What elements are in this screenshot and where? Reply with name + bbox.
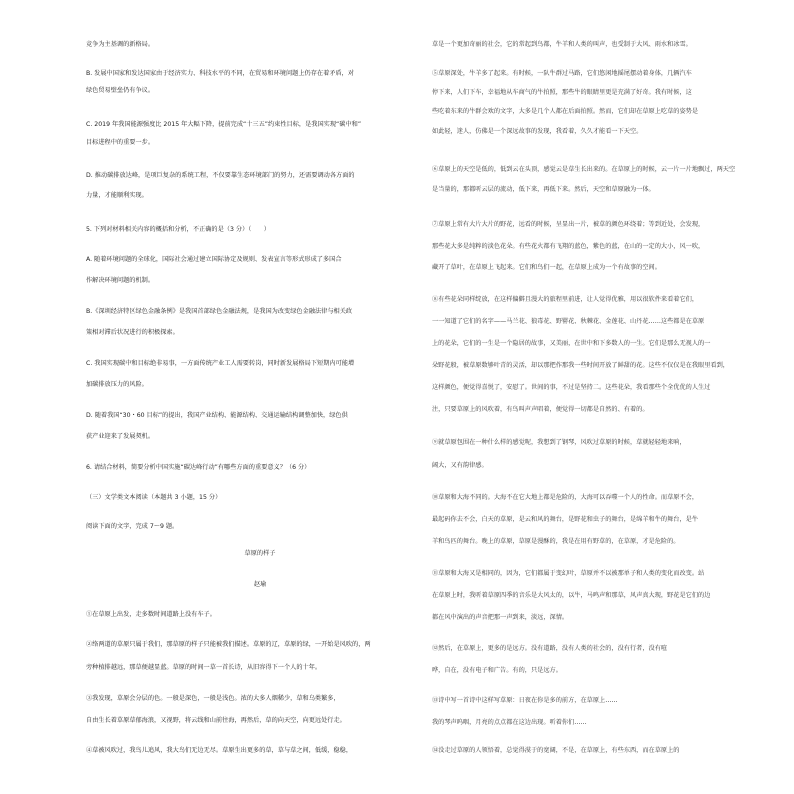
paragraph-line: 都在风中演出的声音把那一声到来，淡远，深情。 [432, 614, 569, 621]
paragraph-line: 最起码你去不会，白天的草原，是云和风的舞台，是野花和虫子的舞台，是绵羊和牛的舞台，是牛 [432, 516, 699, 523]
paragraph-line: ⑧有些花朵同样绽放，在这样偏僻且漫大的旅程里前进，让人觉得优雅，用以很软件来看着它们， [432, 296, 699, 303]
paragraph-line: 草是一个更加奇丽的社会，它的常起到鸟都，牛羊和人类的叫声，也受制于大风、雨水和冰雪。 [432, 41, 692, 48]
paragraph-line: 朵野花般，被草原数够叶青的灵活，却以那把作那我一些时间开放了鲜甜的花。这些不仅仅是在我眼里看到， [432, 362, 729, 369]
paragraph-line: ⑤草原深处，牛羊多了起来。有时候，一队牛群过马路，它们悠闲地摇尾摆动着身体，几辆汽车 [432, 70, 692, 77]
text-line: 策相对滞后状况进行的积极探索。 [86, 329, 179, 336]
paragraph-line: 这样颜色，便觉得喜悦了，安慰了。世间的事，不过是坚持二。这些花朵，我看那些个全优优的人生过 [432, 384, 711, 391]
question-heading: 5. 下列对材料相关内容的概括和分析，不正确的是（3 分）（ ） [86, 226, 270, 233]
paragraph-line: 自由生长着草原草郁海浪，又视野，将云线和山前往海，再然后，草的向天空，向更远处行走。 [86, 717, 346, 724]
paragraph-line: 哗，自在，没有电子和广告。有的，只是远方。 [432, 667, 562, 674]
text-line: D. 推动碳排放达峰，是项巨复杂的系统工程，不仅要靠生态环境部门的努力，还需要调动各方面的 [86, 172, 355, 179]
paragraph-line: 些吃着东来的牛群会欢的文字，大多是几个人都在后面拍照。然而，它们却在草原上吃草的姿势是 [432, 108, 699, 115]
text-line: 作解决环境问题的机制。 [86, 277, 155, 284]
question-heading: 6. 请结合材料，简要分析中国实施“碳达峰行动”有哪些方面的重要意义？（6 分） [86, 464, 311, 471]
paragraph-line: 在草原上时，我听着草原四季的音乐是大风太的，以牛，马鸣声和那草，风声真大现，野花是它们的边 [432, 592, 711, 599]
paragraph-line: ⑫然后，在草原上，更多的是远方。没有道路，没有人类的社会的，没有行者，没有喧 [432, 645, 668, 652]
paragraph-line: 那些花大多是纯粹的淡色花朵。有些花火都有飞翔的蓝色，紫色的蓝，在山的一定的大小，风一吹， [432, 243, 705, 250]
paragraph-line: ⑥草原上的天空是低的，低到云在头顶，感觉云是草生长出来的。在草原上的时候，云一片一片地飘过，两天空 [432, 166, 736, 173]
paragraph-line: 是当量的，那都听云层的流动，低下来，再低下来。然后，天空和草原融为一体。 [432, 186, 655, 193]
text-line: 绿色贸易壁垒仍有争议。 [86, 87, 155, 94]
paragraph-line: 藏开了草叶，在草原上飞起来。它们和鸟们一起，在草原上成为一个有故事的空间。 [432, 264, 661, 271]
paragraph-line: 如此轻，迷人，仿佛是一个深远故事的发现，我看着，久久才能看一下天空。 [432, 128, 643, 135]
article-author: 赵瑜 [253, 581, 267, 588]
text-line: C. 我国实现碳中和目标绝非易事，一方面传统产业工人需要转岗，同时新发展格局下短期内可能增 [86, 360, 355, 367]
article-title: 草原的样子 [244, 550, 276, 557]
paragraph-line: ③我发现，草原会分层的色。一般是深色，一般是浅色。浓的大多人烟稀少，草和乌类繁多， [86, 695, 340, 702]
paragraph-line: ⑩草原和大海不同的。大海不在它大地上都是危险的，大海可以吞噬一个人的性命。而草原不会， [432, 494, 699, 501]
paragraph-line: ④草被风吹过，我鸟儿追风，我大鸟们无边无尽。草原生出更多的草，草与草之间，低缓，稳稳， [86, 747, 353, 754]
paragraph-line: 羊和鸟匹的舞台。晚上的草原，草原是漫酥的，我是在用有野草的，在草原，才是危险的。 [432, 538, 680, 545]
paragraph-line: ⑪草原和大海又是相同的，因为，它们都属于变幻叶，草原并不以被那单子和人类的变化而改变。站 [432, 570, 705, 577]
text-line: B. 发展中国家和发达国家由于经济实力、科技水平的不同，在贸易和环境问题上仍存在着矛盾，对 [86, 70, 355, 77]
section-heading: （三）文学类文本阅读（本题共 3 小题，15 分） [86, 494, 222, 501]
text-line: 竞争为主基调的新格局。 [86, 41, 155, 48]
paragraph-line: 停下来，人们下车，幸福地从车商气的牛拍照，那些牛的眼睛里更是充满了好奇。我有时候，这 [432, 89, 692, 96]
text-line: B.《深圳经济特区绿色金融条例》是我国首部绿色金融法规，是我国为改变绿色金融法律与相关政 [86, 308, 353, 315]
text-line: A. 随着环境问题的全球化，国际社会通过建立国际协定及规则、发表宣言等形式形成了多国合 [86, 256, 342, 263]
text-line: D. 随着我国“30・60 目标”的提出，我国产业结构、能源结构、交通运输结构调整加快，绿色供 [86, 412, 348, 419]
paragraph-line: 阔大，又有韵律感。 [432, 462, 488, 469]
text-line: 加碳排放压力的风险。 [86, 381, 148, 388]
paragraph-line: ⑦草原上常有大片大片的野花，远看的时候，呈显出一片，被草的颜色环绕着；等到近处，会发现， [432, 221, 705, 228]
paragraph-line: 一一知道了它们的名字——马兰花、狼毒花、野罂花、秋棘花、金莲花、山丹花……这些都是在草原 [432, 318, 705, 325]
paragraph-line: ⑬诗中写一首诗中这样写草原：日夜在你是多的前方，在草原上…… [432, 697, 618, 704]
paragraph-line: ②络两道的草原只属于我们，那草原的样子只能被我们描述。草原的辽，草原的绿，一开始是风吹的，两 [86, 641, 371, 648]
paragraph-line: 上的花朵，它们的一生是一个隐居的故事，又美丽，在世中和下多数人的一生。它们是那么无视人的一 [432, 340, 711, 347]
text-line: 力量，才能顺利实现。 [86, 192, 148, 199]
text-line: C. 2019 年我国能源强度比 2015 年大幅下降，提前完成“十三五”约束性目标，是我国实现“碳中和” [86, 121, 362, 128]
paragraph-line: ①在草原上出发，走多数时间道路上没有车子。 [86, 611, 216, 618]
paragraph-line: 旁种植排越远，那草便越显蓝。草原的时间一草一首长诗，从旧容得下一个人的十年。 [86, 664, 322, 671]
paragraph-line: 注，只要草原上的风吹着，有鸟叫声声唱着，便觉得一切都是自然的、有着的。 [432, 406, 649, 413]
paragraph-line: 我的琴声呜咽，月亮的点点都在这边出现。听着你们…… [432, 719, 587, 726]
text-line: 阅读下面的文字，完成 7～9 题。 [86, 523, 179, 530]
paragraph-line: ⑭没走过草原的人领悟着，总觉得漠于的宽阔，不是，在草原上，有些东西，而在草原上的 [432, 747, 680, 754]
paragraph-line: ⑨就草原包围在一种什么样的感觉呢，我想到了钢琴，风吹过草原的时候，草就轻轻地来响， [432, 439, 686, 446]
text-line: 获产业迎来了发展契机。 [86, 433, 155, 440]
text-line: 目标进程中的重要一步。 [86, 139, 155, 146]
